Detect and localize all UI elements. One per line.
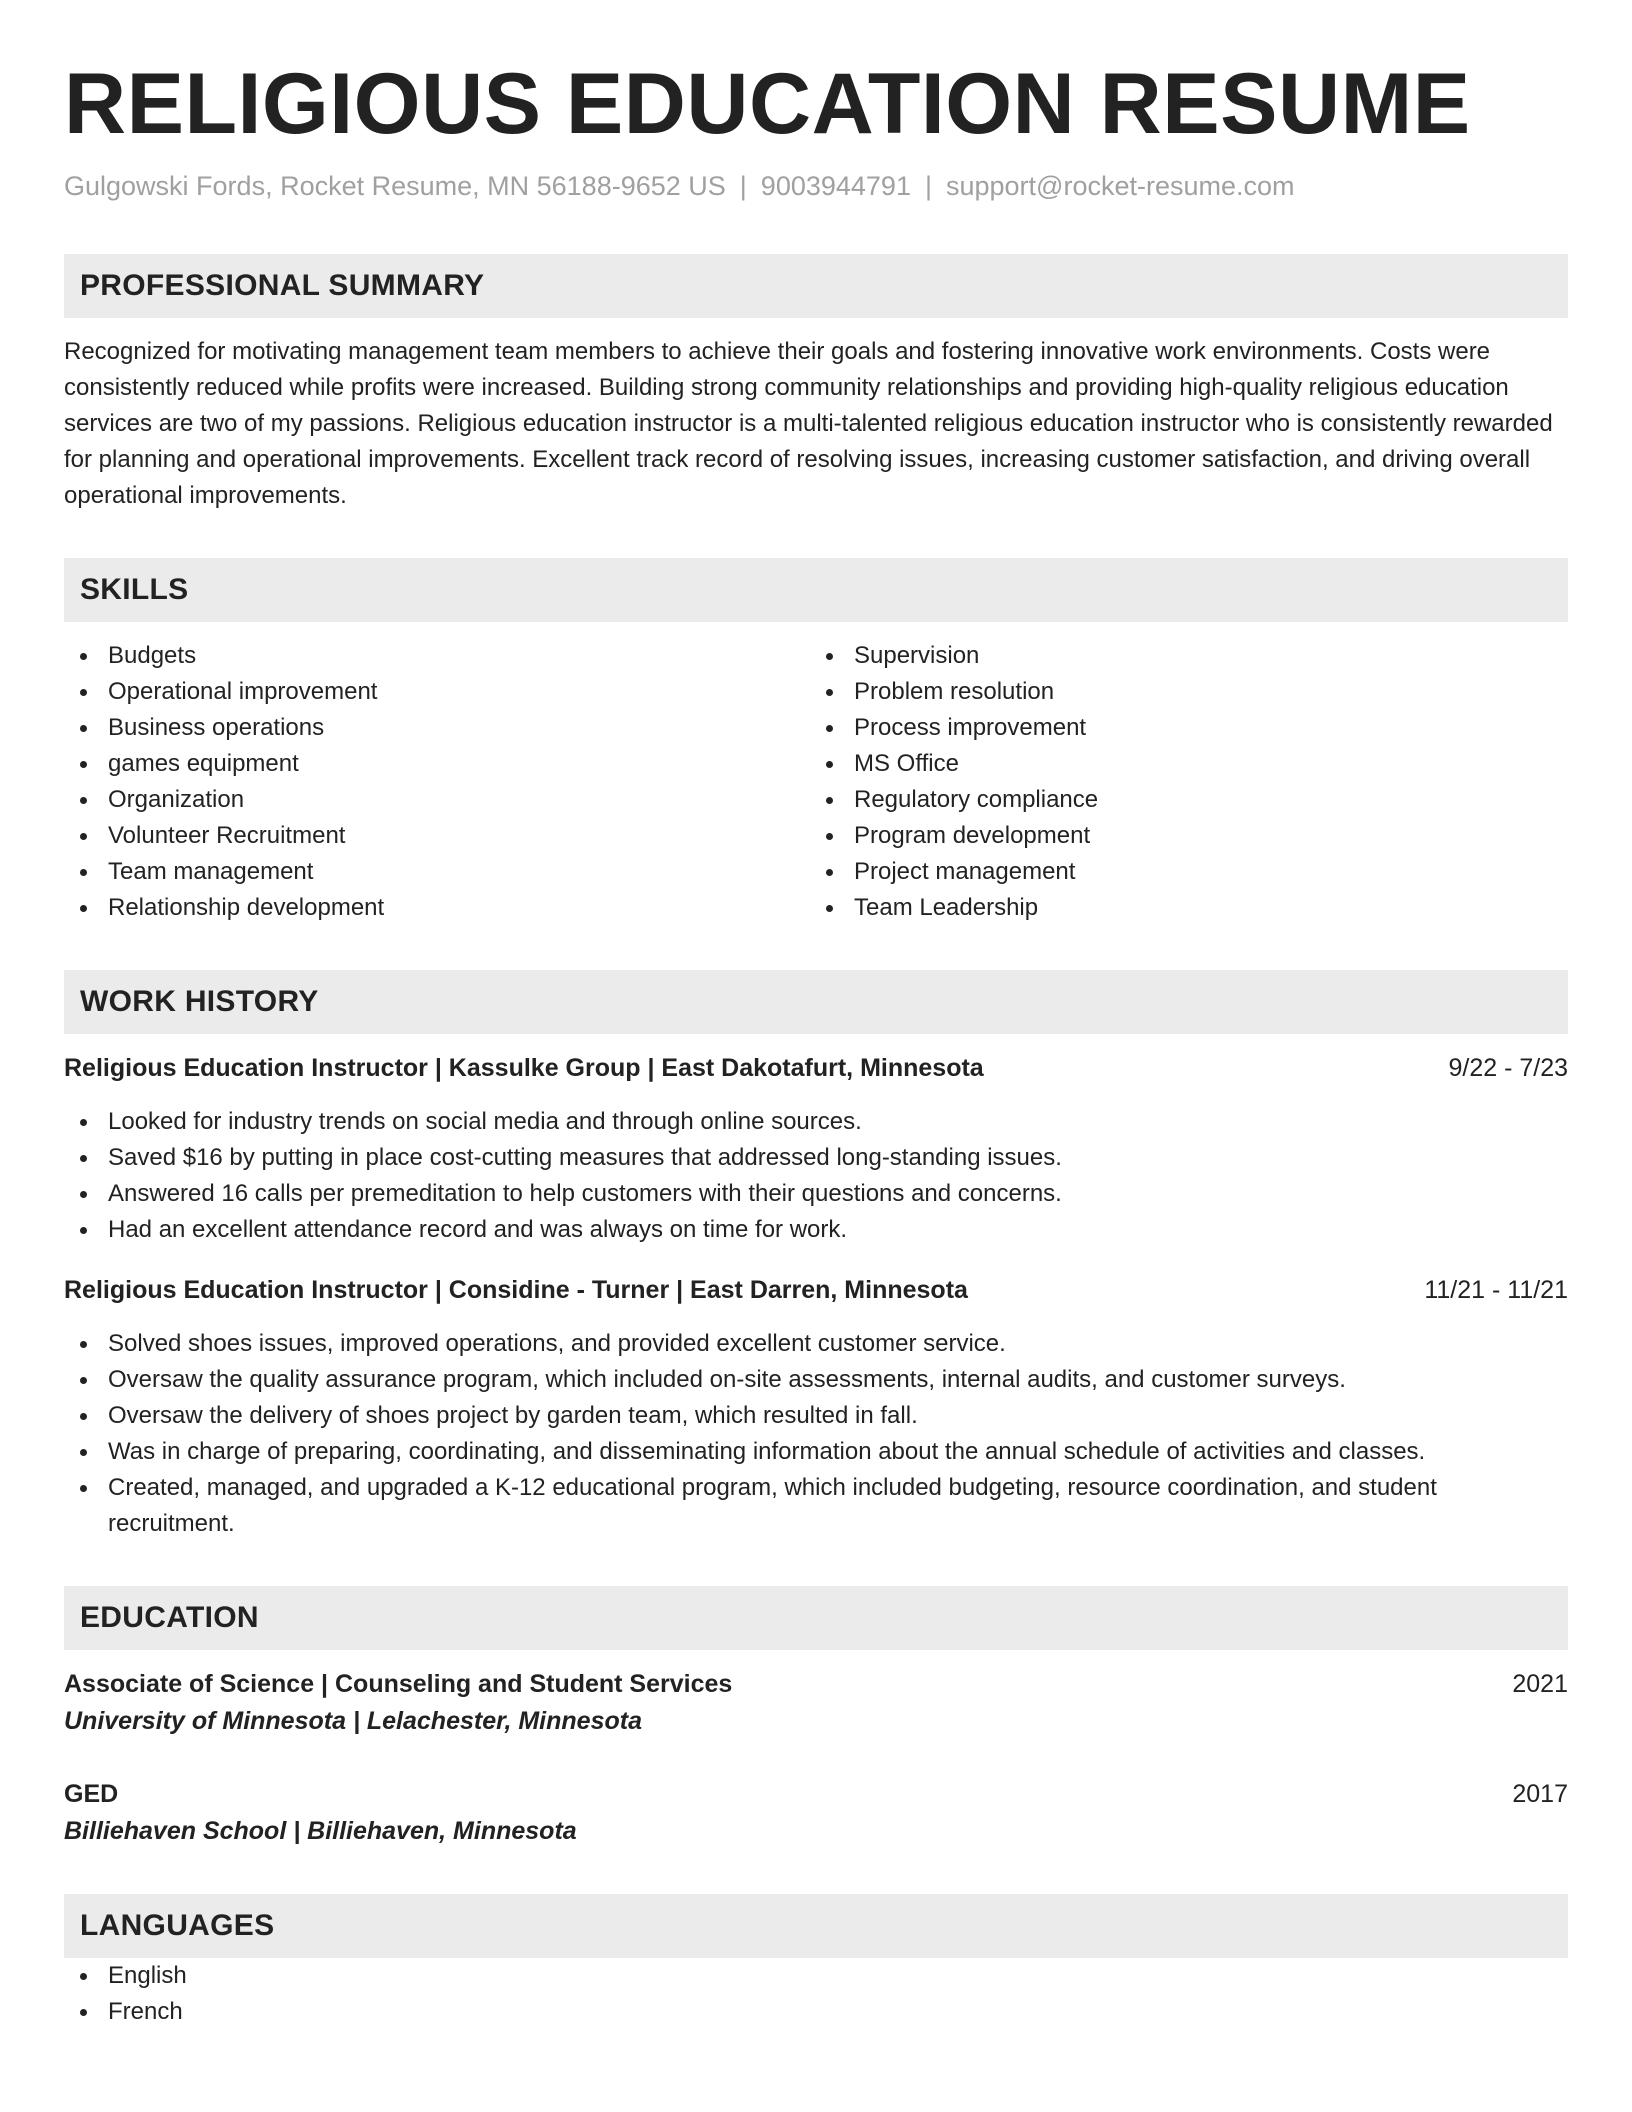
education-entry xyxy=(64,1666,1568,1740)
education-school: University of Minnesota | Lelachester, Minnesota xyxy=(64,1707,642,1735)
skill-item: Relationship development xyxy=(64,890,816,926)
education-degree: GED xyxy=(64,1780,119,1808)
language-item: French xyxy=(64,1994,1568,2030)
job-duty: Solved shoes issues, improved operations, and provided excellent customer service. xyxy=(64,1326,1568,1362)
job-dates: 9/22 - 7/23 xyxy=(1448,1054,1568,1082)
job-duty: Looked for industry trends on social media and through online sources. xyxy=(64,1104,1568,1140)
education-entry xyxy=(64,1776,1568,1850)
job-duty: Answered 16 calls per premeditation to help customers with their questions and concerns. xyxy=(64,1176,1568,1212)
skills-heading: SKILLS xyxy=(64,558,1568,622)
contact-phone: 9003944791 xyxy=(760,171,911,201)
skill-item: games equipment xyxy=(64,746,816,782)
contact-separator: | xyxy=(924,171,932,201)
job-duty: Was in charge of preparing, coordinating, and disseminating information about the annual schedule of activities and classes. xyxy=(64,1434,1568,1470)
job-duty: Had an excellent attendance record and was always on time for work. xyxy=(64,1212,1568,1248)
job-title: Religious Education Instructor | Kassulke Group | East Dakotafurt, Minnesota xyxy=(64,1054,984,1082)
skill-item: Problem resolution xyxy=(810,674,1562,710)
skill-item: Operational improvement xyxy=(64,674,816,710)
skills-column-left xyxy=(64,638,816,926)
job-entry xyxy=(64,1272,1568,1542)
skill-item: Team management xyxy=(64,854,816,890)
job-duty: Saved $16 by putting in place cost-cutting measures that addressed long-standing issues. xyxy=(64,1140,1568,1176)
language-item: English xyxy=(64,1958,1568,1994)
skill-item: Program development xyxy=(810,818,1562,854)
skill-item: Team Leadership xyxy=(810,890,1562,926)
work-history-heading: WORK HISTORY xyxy=(64,970,1568,1034)
education-year: 2021 xyxy=(1512,1670,1568,1698)
contact-line xyxy=(64,168,1568,204)
languages-list xyxy=(64,1958,1568,2030)
skill-item: Regulatory compliance xyxy=(810,782,1562,818)
job-entry xyxy=(64,1050,1568,1248)
skills-column-right xyxy=(810,638,1562,926)
job-dates: 11/21 - 11/21 xyxy=(1424,1276,1568,1304)
education-year: 2017 xyxy=(1512,1780,1568,1808)
job-title: Religious Education Instructor | Considine - Turner | East Darren, Minnesota xyxy=(64,1276,968,1304)
contact-email[interactable]: support@rocket-resume.com xyxy=(945,171,1295,201)
skill-item: Supervision xyxy=(810,638,1562,674)
skill-item: Budgets xyxy=(64,638,816,674)
summary-heading: PROFESSIONAL SUMMARY xyxy=(64,254,1568,318)
contact-address: Gulgowski Fords, Rocket Resume, MN 56188-9652 US xyxy=(64,171,726,201)
education-heading: EDUCATION xyxy=(64,1586,1568,1650)
resume-title: RELIGIOUS EDUCATION RESUME xyxy=(64,56,1471,152)
job-duty: Oversaw the delivery of shoes project by garden team, which resulted in fall. xyxy=(64,1398,1568,1434)
skill-item: Project management xyxy=(810,854,1562,890)
job-duty: Oversaw the quality assurance program, which included on-site assessments, internal audits, and customer surveys. xyxy=(64,1362,1568,1398)
summary-text: Recognized for motivating management team members to achieve their goals and fostering innovative work environments. Costs were consistently reduced while profits were increased. Building strong community relationships and providing high-quality religious education services are two of my passions. Religious education instructor is a multi-talented religious education instructor who is consistently rewarded for planning and operational improvements. Excellent track record of resolving issues, increasing customer satisfaction, and driving overall operational improvements. xyxy=(64,338,1553,509)
education-degree: Associate of Science | Counseling and Student Services xyxy=(64,1670,733,1698)
contact-separator: | xyxy=(739,171,747,201)
skill-item: Process improvement xyxy=(810,710,1562,746)
job-duties xyxy=(64,1326,1568,1542)
skill-item: MS Office xyxy=(810,746,1562,782)
skill-item: Organization xyxy=(64,782,816,818)
skill-item: Volunteer Recruitment xyxy=(64,818,816,854)
job-duties xyxy=(64,1104,1568,1248)
education-school: Billiehaven School | Billiehaven, Minnesota xyxy=(64,1817,577,1845)
job-duty: Created, managed, and upgraded a K-12 educational program, which included budgeting, resource coordination, and student recruitment. xyxy=(64,1470,1568,1542)
skill-item: Business operations xyxy=(64,710,816,746)
skills-list xyxy=(64,638,1568,926)
languages-heading: LANGUAGES xyxy=(64,1894,1568,1958)
